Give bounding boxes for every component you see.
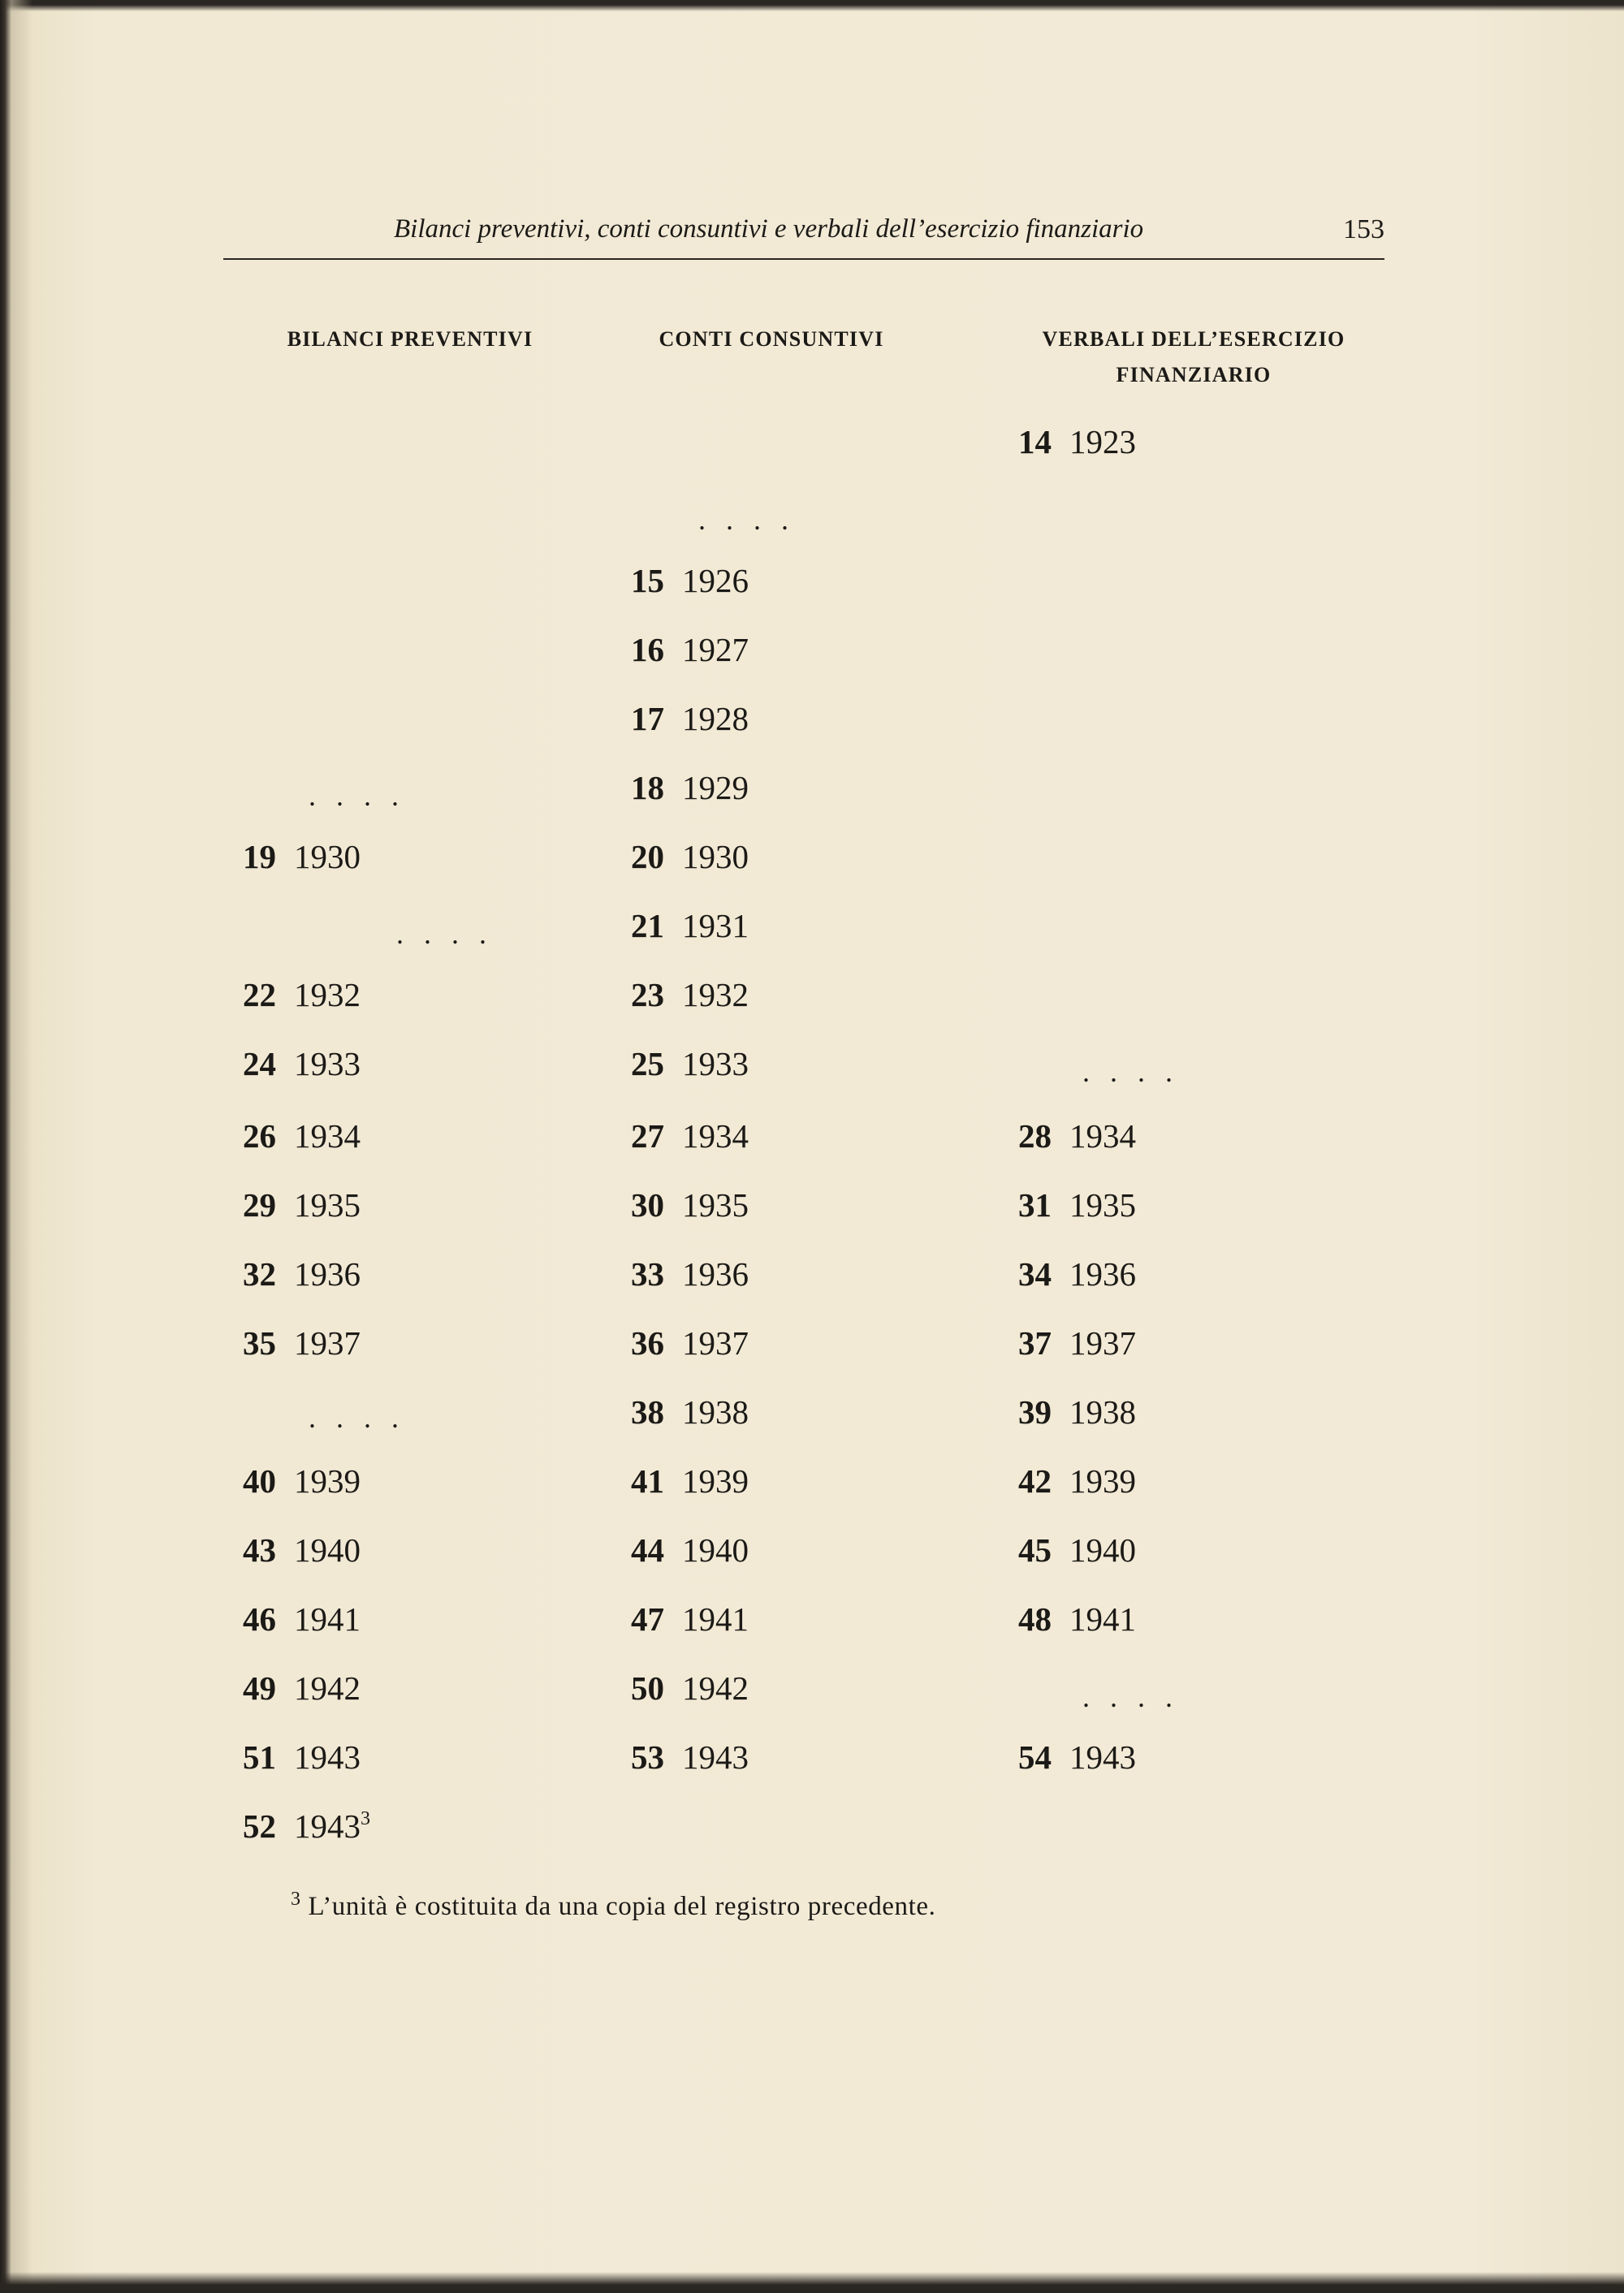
ellipsis-gap: . . . . (396, 918, 493, 950)
footnote-ref: 3 (361, 1808, 370, 1829)
ellipsis-gap: . . . . (309, 779, 405, 812)
column-heading-bilanci-preventivi: BILANCI PREVENTIVI (287, 327, 533, 351)
scan-edge-top (0, 0, 1624, 11)
footnote-text: L’unità è costituita da una copia del registro precedente. (308, 1892, 936, 1921)
footnote-marker: 3 (291, 1889, 301, 1910)
scan-edge-left (0, 0, 32, 2293)
scan-edge-bottom (0, 2272, 1624, 2293)
ellipsis-gap: . . . . (1082, 1056, 1179, 1088)
header-rule (223, 258, 1384, 260)
ellipsis-gap: . . . . (698, 503, 795, 536)
running-head (223, 213, 1384, 261)
column-heading-conti-consuntivi: CONTI CONSUNTIVI (659, 327, 884, 351)
page-number: 153 (1343, 214, 1384, 244)
ellipsis-gap: . . . . (1082, 1681, 1179, 1713)
column-heading-verbali: VERBALI DELL’ESERCIZIO FINANZIARIO (1042, 327, 1345, 386)
ellipsis-gap: . . . . (309, 1401, 405, 1434)
running-title: Bilanci preventivi, conti consuntivi e verbali dell’esercizio finanziario (394, 214, 1144, 244)
footnote (291, 1889, 936, 1922)
